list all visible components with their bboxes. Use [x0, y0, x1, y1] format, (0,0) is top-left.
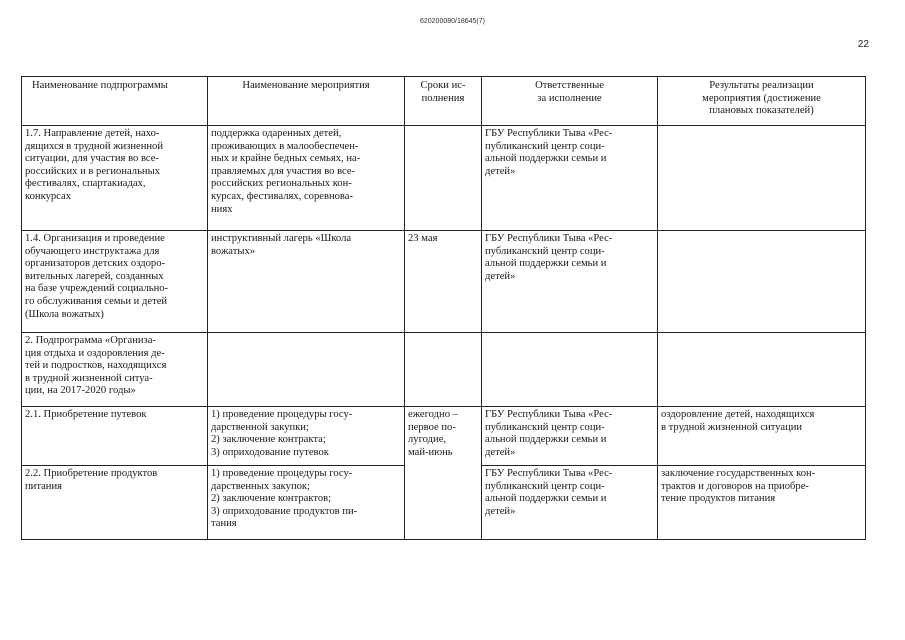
cell-text-line: полнения — [421, 92, 465, 104]
cell-text-line: альной поддержки семьи и — [485, 493, 607, 505]
page-number: 22 — [857, 39, 869, 50]
cell-text-line: 23 мая — [408, 233, 438, 244]
cell-text-line: правляемых для участия во все- — [211, 165, 356, 177]
cell-subprogram — [22, 407, 208, 466]
cell-text-line: дарственной закупки; — [211, 421, 309, 433]
cell-text-line: 3) оприходование путевок — [211, 446, 329, 458]
cell-text-line: Наименование мероприятия — [242, 80, 370, 91]
cell-text-line: Результаты реализации — [709, 80, 814, 91]
cell-text-line: мероприятия (достижение — [702, 92, 821, 104]
cell-text-line: 1.7. Направление детей, нахо- — [25, 128, 160, 139]
cell-event — [208, 126, 405, 231]
cell-text-line: публиканский центр соци- — [485, 421, 605, 433]
cell-subprogram — [22, 466, 208, 540]
cell-text-line: 2) заключение контракта; — [211, 434, 326, 446]
cell-responsible — [482, 231, 658, 333]
cell-responsible — [482, 333, 658, 407]
cell-event — [208, 466, 405, 540]
cell-text-line: детей» — [485, 505, 516, 517]
cell-responsible — [482, 407, 658, 466]
cell-result — [658, 126, 866, 231]
cell-text-line: Ответственные — [535, 80, 604, 91]
document-number: 620200080/18645(7) — [419, 18, 485, 25]
cell-text-line: в трудной жизненной ситуа- — [25, 372, 153, 384]
cell-text-line: российских и в региональных — [25, 165, 161, 177]
cell-text-line: организаторов детских оздоро- — [25, 258, 166, 270]
cell-text-line: ниях — [211, 203, 233, 215]
cell-text-line: поддержка одаренных детей, — [211, 128, 342, 139]
cell-text-line: фестивалях, спартакиадах, — [25, 178, 146, 190]
program-events-table — [21, 76, 866, 540]
cell-text-line: ция отдыха и оздоровления де- — [25, 347, 165, 359]
cell-result — [658, 333, 866, 407]
cell-text-line: лугодие, — [408, 434, 447, 446]
cell-deadline — [405, 333, 482, 407]
header-responsible — [482, 77, 658, 126]
table-row — [22, 126, 866, 231]
table-row — [22, 333, 866, 407]
cell-text-line: ежегодно – — [408, 409, 458, 420]
cell-text-line: альной поддержки семьи и — [485, 434, 607, 446]
cell-text-line: публиканский центр соци- — [485, 245, 605, 257]
cell-text-line: май-июнь — [408, 446, 453, 458]
cell-deadline — [405, 126, 482, 231]
cell-text-line: трактов и договоров на приобре- — [661, 480, 809, 492]
cell-text-line: детей» — [485, 270, 516, 282]
cell-text-line: ГБУ Республики Тыва «Рес- — [485, 128, 613, 139]
cell-responsible — [482, 466, 658, 540]
cell-result — [658, 231, 866, 333]
cell-subprogram — [22, 231, 208, 333]
cell-text-line: российских региональных кон- — [211, 178, 352, 190]
cell-text-line: 1.4. Организация и проведение — [25, 233, 165, 244]
cell-text-line: 2.1. Приобретение путевок — [25, 409, 147, 420]
cell-text-line: дящихся в трудной жизненной — [25, 140, 164, 152]
cell-text-line: альной поддержки семьи и — [485, 153, 607, 165]
cell-text-line: проживающих в малообеспечен- — [211, 140, 359, 152]
cell-text-line: детей» — [485, 446, 516, 458]
cell-text-line: тение продуктов питания — [661, 493, 776, 505]
cell-text-line: Сроки ис- — [420, 80, 466, 91]
cell-text-line: на базе учреждений социально- — [25, 283, 169, 295]
cell-text-line: 2.2. Приобретение продуктов — [25, 468, 158, 479]
cell-text-line: ГБУ Республики Тыва «Рес- — [485, 468, 613, 479]
cell-subprogram — [22, 333, 208, 407]
cell-text-line: 2. Подпрограмма «Организа- — [25, 335, 156, 346]
cell-text-line: Наименование подпрограммы — [32, 80, 168, 91]
cell-text-line: 3) оприходование продуктов пи- — [211, 505, 358, 517]
cell-text-line: вительных лагерей, созданных — [25, 270, 164, 282]
cell-text-line: ГБУ Республики Тыва «Рес- — [485, 233, 613, 244]
table-row — [22, 231, 866, 333]
cell-subprogram — [22, 126, 208, 231]
cell-text-line: ции, на 2017-2020 годы» — [25, 385, 136, 397]
cell-event — [208, 333, 405, 407]
cell-text-line: заключение государственных кон- — [661, 468, 816, 479]
cell-text-line: альной поддержки семьи и — [485, 258, 607, 270]
cell-text-line: в трудной жизненной ситуации — [661, 421, 803, 433]
header-deadlines — [405, 77, 482, 126]
header-subprogram-name — [22, 77, 208, 126]
cell-text-line: оздоровление детей, находящихся — [661, 409, 815, 420]
cell-text-line: 1) проведение процедуры госу- — [211, 468, 353, 479]
cell-text-line: детей» — [485, 165, 516, 177]
cell-text-line: питания — [25, 480, 63, 492]
cell-text-line: за исполнение — [537, 92, 602, 104]
cell-text-line: курсах, фестивалях, соревнова- — [211, 190, 354, 202]
cell-deadline — [405, 466, 482, 540]
table-row — [22, 407, 866, 466]
cell-result — [658, 466, 866, 540]
cell-text-line: плановых показателей) — [709, 105, 814, 117]
cell-text-line: вожатых» — [211, 245, 256, 257]
cell-text-line: публиканский центр соци- — [485, 140, 605, 152]
cell-text-line: ных и крайне бедных семьях, на- — [211, 153, 361, 165]
header-event-name — [208, 77, 405, 126]
header-results — [658, 77, 866, 126]
cell-text-line: ситуации, для участия во все- — [25, 153, 159, 165]
table-header-row — [22, 77, 866, 126]
cell-text-line: инструктивный лагерь «Школа — [211, 233, 352, 244]
table-row — [22, 466, 866, 540]
cell-event — [208, 407, 405, 466]
cell-event — [208, 231, 405, 333]
cell-text-line: го обслуживания семьи и детей — [25, 295, 168, 307]
cell-text-line: тания — [211, 518, 237, 530]
cell-text-line: конкурсах — [25, 190, 71, 202]
cell-text-line: ГБУ Республики Тыва «Рес- — [485, 409, 613, 420]
cell-text-line: (Школа вожатых) — [25, 308, 104, 320]
cell-text-line: публиканский центр соци- — [485, 480, 605, 492]
cell-text-line: тей и подростков, находящихся — [25, 360, 167, 372]
cell-result — [658, 407, 866, 466]
cell-text-line: дарственных закупок; — [211, 480, 311, 492]
cell-deadline — [405, 231, 482, 333]
cell-text-line: 1) проведение процедуры госу- — [211, 409, 353, 420]
cell-text-line: обучающего инструктажа для — [25, 245, 160, 257]
cell-text-line: 2) заключение контрактов; — [211, 493, 332, 505]
cell-text-line: первое по- — [408, 421, 456, 433]
cell-deadline — [405, 407, 482, 466]
cell-responsible — [482, 126, 658, 231]
